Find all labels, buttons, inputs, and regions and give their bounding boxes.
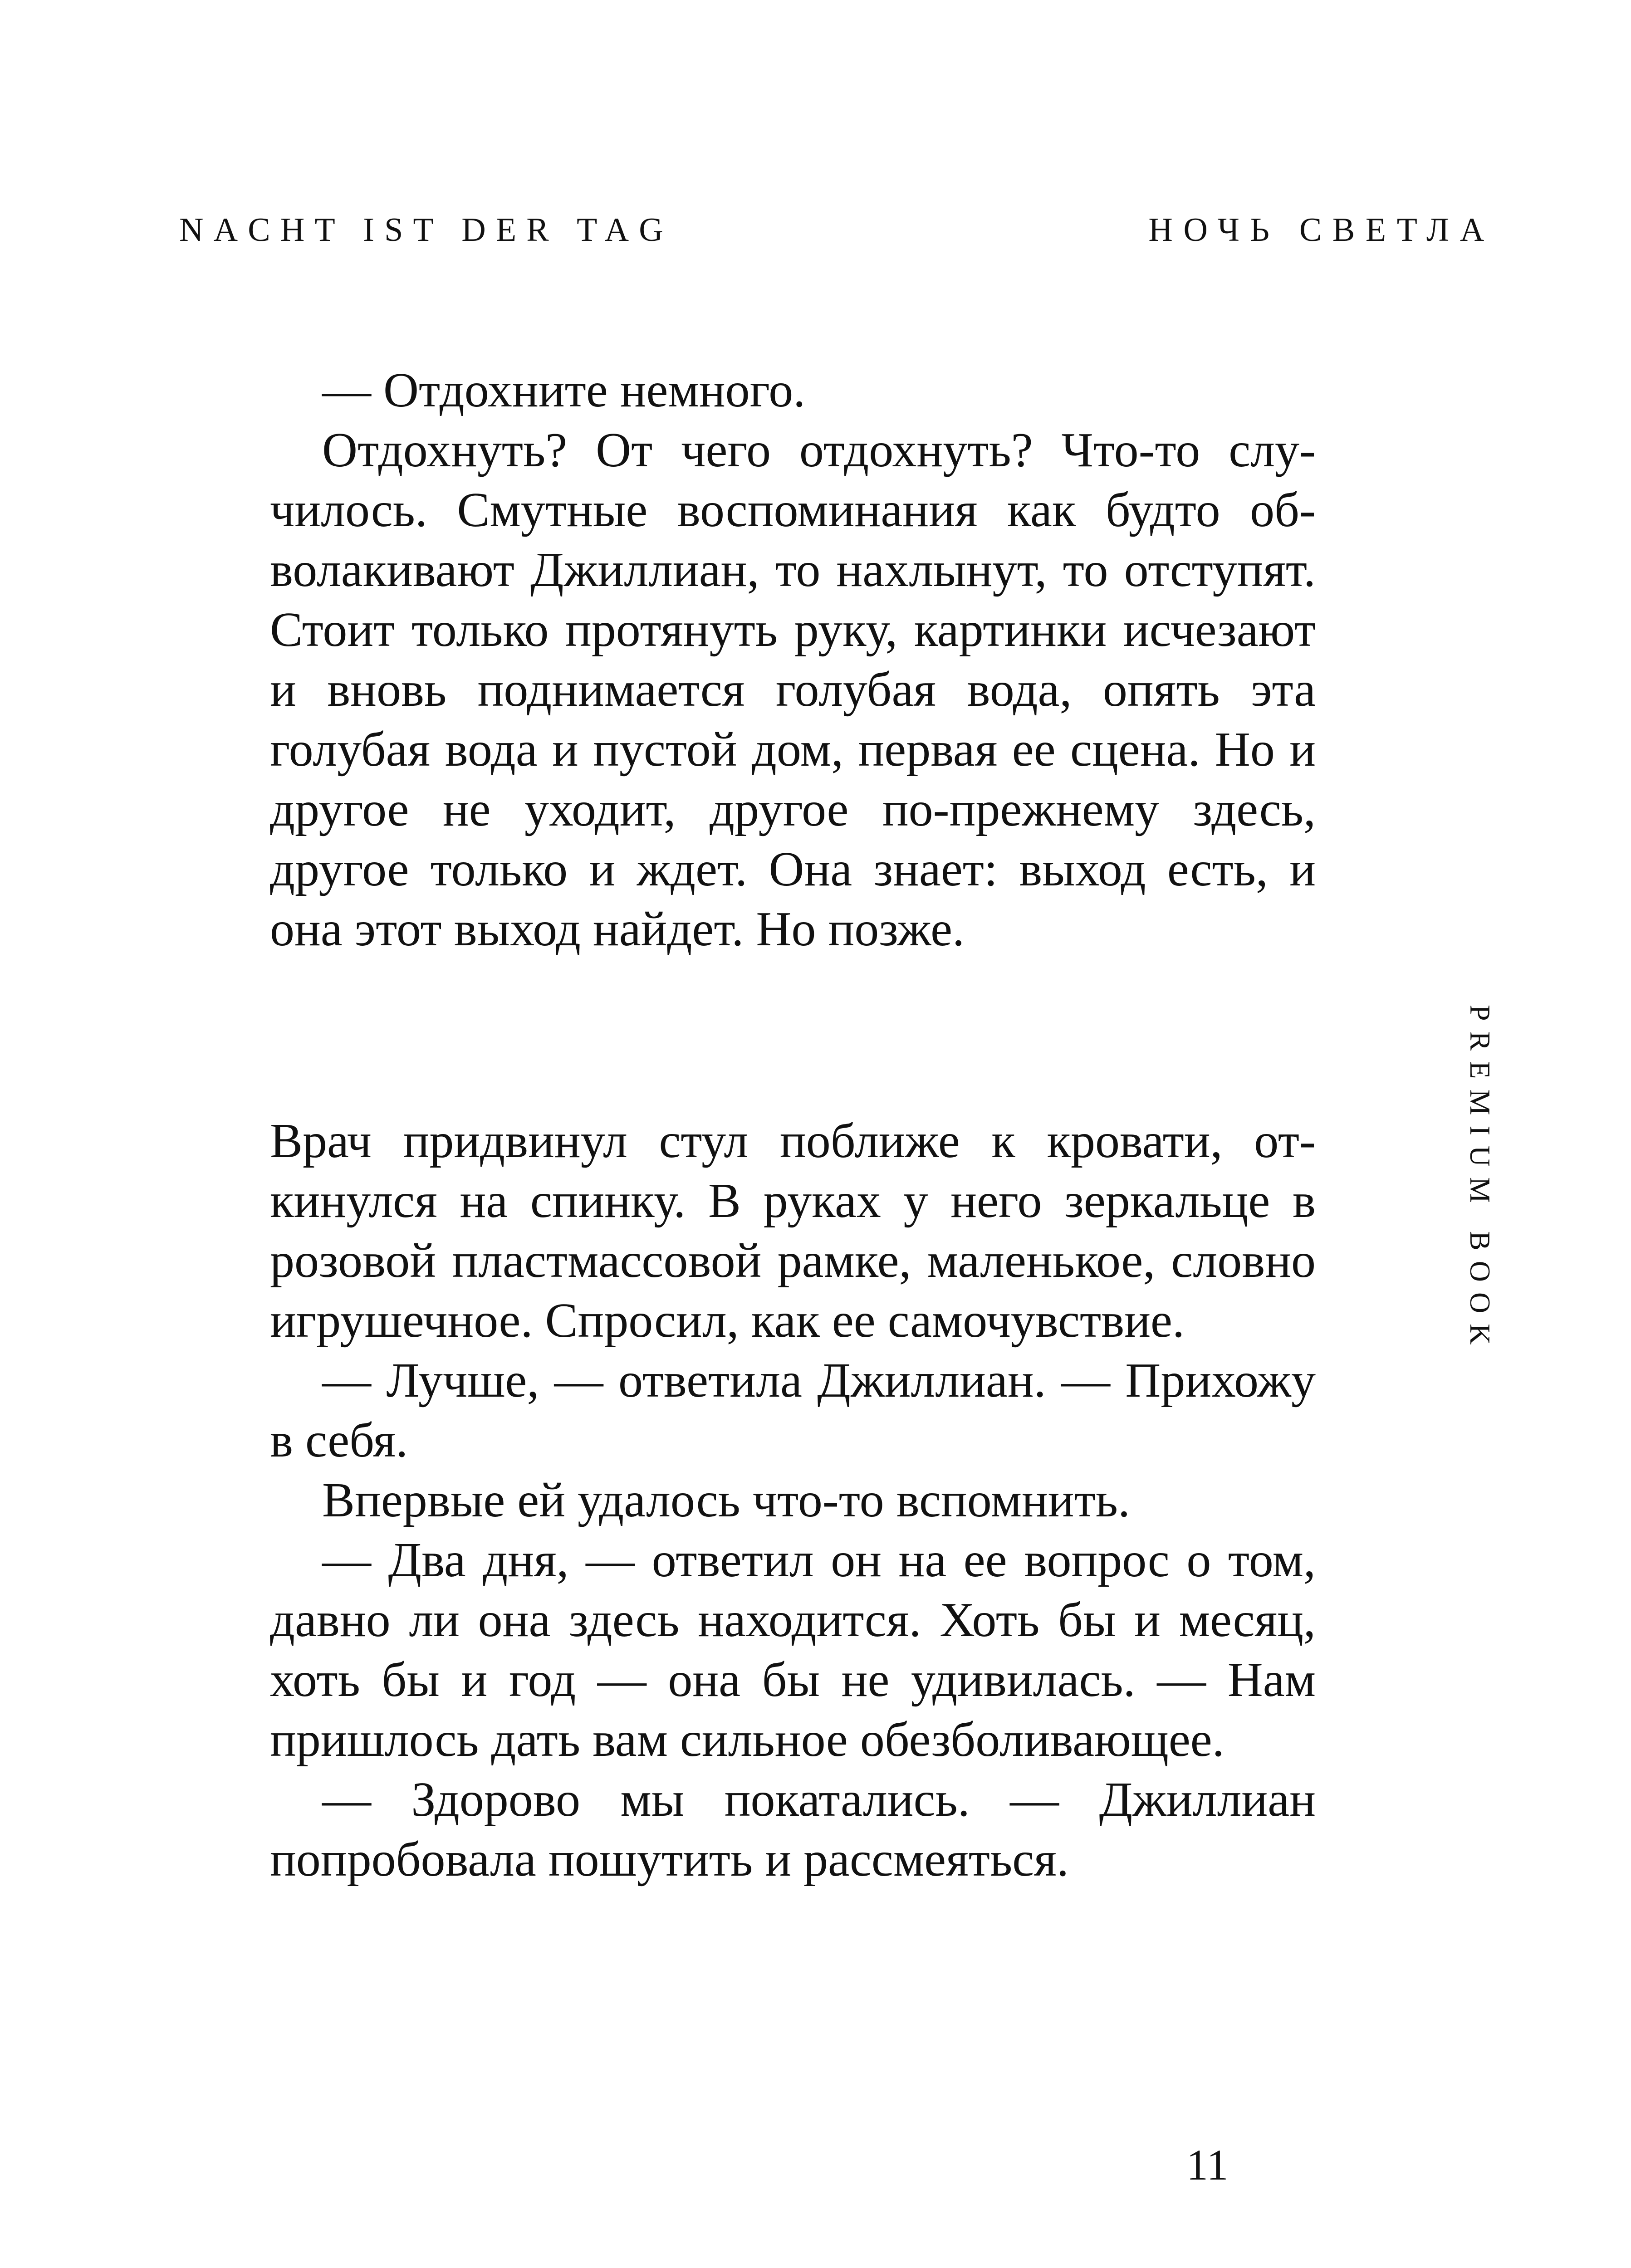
paragraph: Впервые ей удалось что-то вспомнить. — [322, 1473, 1131, 1527]
paragraph-lead: Врач придвинул стул поближе к кровати, откинулся на спинку. В руках у него зеркальце в розовой пластмассовой рамке, маленькое, словно игрушечное. Спросил, как ее самочувствие. — [270, 1114, 1316, 1348]
page-number: 11 — [1186, 2141, 1229, 2189]
text-section-1 — [270, 361, 1316, 959]
paragraph: — Здорово мы покатались. — Джиллиан попробовала пошутить и рассмеяться. — [270, 1773, 1316, 1887]
paragraph: Отдохнуть? От чего отдохнуть? Что-то случилось. Смутные воспоминания как будто обволакивают Джиллиан, то нахлынут, то отступят. Стоит только протянуть руку, картинки исчезают и вновь поднимается голубая вода, опять эта голубая вода и пустой дом, первая ее сцена. Но и другое не уходит, другое по-прежнему здесь, другое только и ждет. Она знает: выход есть, и она этот выход найдет. Но позже. — [270, 423, 1316, 956]
running-head-left: NACHT IST DER TAG — [179, 211, 673, 249]
paragraph: — Отдохните немного. — [322, 363, 806, 417]
running-head-right: НОЧЬ СВЕТЛА — [1148, 211, 1495, 249]
paragraph: — Два дня, — ответил он на ее вопрос о том, давно ли она здесь находится. Хоть бы и месяц, хоть бы и год — она бы не удивилась. — Нам пришлось дать вам сильное обезболивающее. — [270, 1533, 1316, 1767]
side-label-premium-book: PREMIUM BOOK — [1464, 1005, 1496, 1355]
text-section-2 — [270, 1111, 1316, 1890]
paragraph: — Лучше, — ответила Джиллиан. — Прихожу в себя. — [270, 1354, 1316, 1467]
